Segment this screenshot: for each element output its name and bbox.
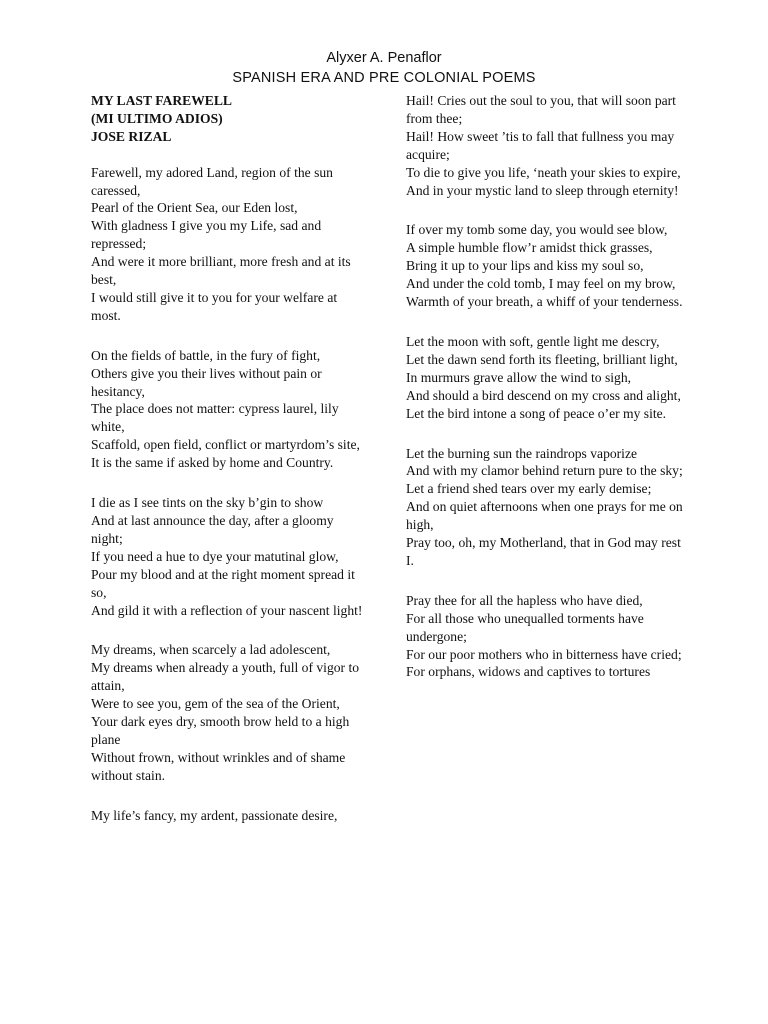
poem-line: For our poor mothers who in bitterness have cried; [406,646,682,662]
poem-line: And on quiet afternoons when one prays for me on high, [406,499,683,533]
stanza [91,494,367,619]
poem-line: Scaffold, open field, conflict or martyrdom’s site, [91,437,360,453]
poem-line: It is the same if asked by home and Country. [91,455,334,471]
poem-line: My dreams when already a youth, full of vigor to attain, [91,660,360,694]
poem-line: For orphans, widows and captives to tortures [406,664,651,680]
poem-line: And were it more brilliant, more fresh and at its best, [91,254,351,288]
poem-line: Warmth of your breath, a whiff of your tenderness. [406,294,683,310]
poem-line: Pour my blood and at the right moment spread it so, [91,566,355,600]
poem-line: Were to see you, gem of the sea of the Orient, [91,696,340,712]
stanza [406,92,688,199]
page-header [0,48,768,88]
poem-line: And gild it with a reflection of your nascent light! [91,602,363,618]
poem-line: If you need a hue to dye your matutinal glow, [91,548,339,564]
poem-line: Bring it up to your lips and kiss my soul so, [406,258,644,274]
poem-line: Let the moon with soft, gentle light me descry, [406,333,660,349]
poem-line: Let the burning sun the raindrops vaporize [406,445,638,461]
poem-line: And under the cold tomb, I may feel on my brow, [406,276,676,292]
poem-line: And with my clamor behind return pure to the sky; [406,463,683,479]
poem-title: MY LAST FAREWELL [91,93,232,108]
poem-line: For all those who unequalled torments have undergone; [406,610,644,644]
poem-line: If over my tomb some day, you would see blow, [406,222,668,238]
stanza [406,333,688,423]
stanza [91,164,367,325]
poem-line: Without frown, without wrinkles and of shame without stain. [91,749,346,783]
stanza [91,807,367,825]
poem-line: Your dark eyes dry, smooth brow held to a high plane [91,714,350,747]
poem-line: The place does not matter: cypress laurel, lily white, [91,401,339,435]
left-stanzas [91,164,367,825]
poem-title-block [91,92,367,146]
right-stanzas [406,92,688,681]
poem-line: I would still give it to you for your welfare at most. [91,289,338,323]
poem-line: With gladness I give you my Life, sad and repressed; [91,218,322,252]
poem-line: Pearl of the Orient Sea, our Eden lost, [91,200,298,216]
poem-line: And at last announce the day, after a gloomy night; [91,513,334,546]
document-subtitle: SPANISH ERA AND PRE COLONIAL POEMS [232,70,536,86]
poem-line: And in your mystic land to sleep through eternity! [406,182,679,198]
poem-line: To die to give you life, ‘neath your skies to expire, [406,164,681,180]
poem-line: On the fields of battle, in the fury of fight, [91,347,321,363]
poem-original-title: (MI ULTIMO ADIOS) [91,110,223,126]
poem-line: Hail! Cries out the soul to you, that will soon part from thee; [406,93,676,126]
stanza [406,445,688,570]
stanza [91,347,367,472]
poem-line: Let the dawn send forth its fleeting, brilliant light, [406,351,678,367]
poem-line: Let the bird intone a song of peace o’er my site. [406,405,667,421]
poem-line: I die as I see tints on the sky b’gin to show [91,495,324,511]
author-name: Alyxer A. Penaflor [326,50,442,66]
poem-line: Farewell, my adored Land, region of the sun caressed, [91,164,333,198]
poem-line: In murmurs grave allow the wind to sigh, [406,369,632,385]
poem-line: And should a bird descend on my cross and alight, [406,387,681,403]
stanza [91,641,367,784]
poem-line: My dreams, when scarcely a lad adolescent, [91,642,331,658]
right-column [406,92,688,703]
poem-author: JOSE RIZAL [91,128,172,144]
poem-line: Let a friend shed tears over my early demise; [406,481,652,497]
poem-line: My life’s fancy, my ardent, passionate desire, [91,807,338,823]
stanza [406,592,688,682]
poem-line: Others give you their lives without pain or hesitancy, [91,365,322,399]
left-column [91,92,367,847]
poem-line: Pray thee for all the hapless who have died, [406,592,643,608]
poem-line: Pray too, oh, my Motherland, that in God may rest I. [406,535,681,568]
poem-line: A simple humble flow’r amidst thick grasses, [406,240,653,256]
poem-line: Hail! How sweet ’tis to fall that fullness you may acquire; [406,128,675,162]
stanza [406,221,688,311]
